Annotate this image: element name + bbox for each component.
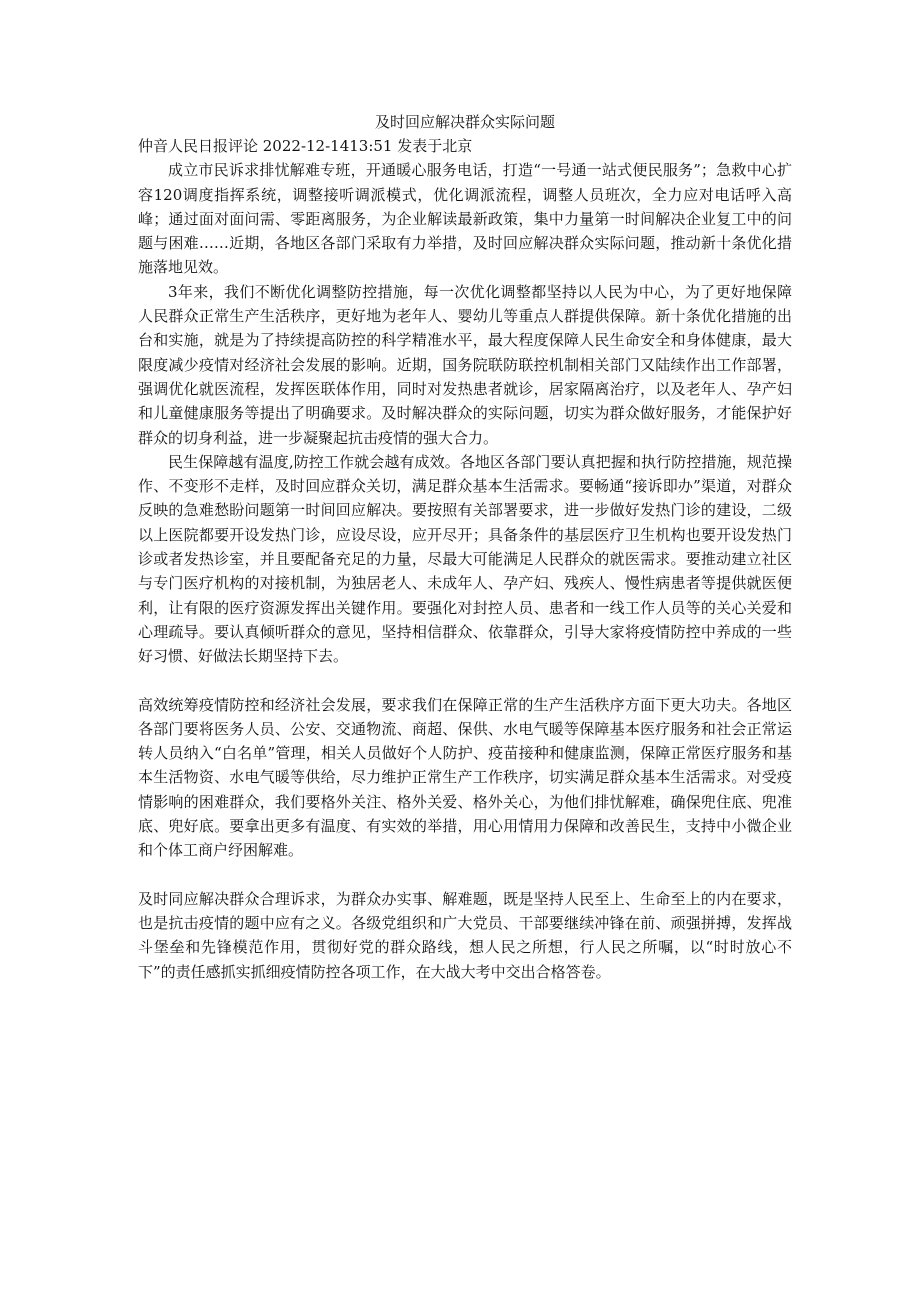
article-byline: 仲音人民日报评论 2022-12-1413:51 发表于北京 bbox=[138, 137, 473, 155]
paragraph-spacer bbox=[138, 669, 792, 693]
paragraph-3: 民生保障越有温度,防控工作就会越有成效。各地区各部门要认真把握和执行防控措施，规范操作、不变形不走样，及时回应群众关切，满足群众基本生活需求。要畅通“接诉即办”渠道，对群众反映的急难愁盼问题第一时间回应解决。要按照有关部署要求，进一步做好发热门诊的建设，二级以上医院都要开设发热门诊，应设尽设，应开尽开；具备条件的基层医疗卫生机构也要开设发热门诊或者发热诊室，并且要配备充足的力量，尽最大可能满足人民群众的就医需求。要推动建立社区与专门医疗机构的对接机制，为独居老人、未成年人、孕产妇、残疾人、慢性病患者等提供就医便利，让有限的医疗资源发挥出关键作用。要强化对封控人员、患者和一线工作人员等的关心关爱和心理疏导。要认真倾听群众的意见，坚持相信群众、依靠群众，引导大家将疫情防控中养成的一些好习惯、好做法长期坚持下去。 bbox=[138, 452, 792, 666]
paragraph-2: 3年来，我们不断优化调整防控措施，每一次优化调整都坚持以人民为中心，为了更好地保障人民群众正常生产生活秩序，更好地为老年人、婴幼儿等重点人群提供保障。新十条优化措施的出台和实施，就是为了持续提高防控的科学精准水平，最大程度保障人民生命安全和身体健康，最大限度减少疫情对经济社会发展的影响。近期，国务院联防联控机制相关部门又陆续作出工作部署，强调优化就医流程，发挥医联体作用，同时对发热患者就诊，居家隔离治疗，以及老年人、孕产妇和儿童健康服务等提出了明确要求。及时解决群众的实际问题，切实为群众做好服务，才能保护好群众的切身利益，进一步凝聚起抗击疫情的强大合力。 bbox=[138, 282, 792, 447]
paragraph-5: 及时同应解决群众合理诉求，为群众办实事、解难题，既是坚持人民至上、生命至上的内在要求，也是抗击疫情的题中应有之义。各级党组织和广大党员、干部要继续冲锋在前、顽强拼搏，发挥战斗堡垒和先锋模范作用，贯彻好党的群众路线，想人民之所想，行人民之所嘱，以“时时放心不下”的责任感抓实抓细疫情防控各项工作，在大战大考中交出合格答卷。 bbox=[138, 889, 792, 981]
article-title: 及时回应解决群众实际问题 bbox=[374, 113, 555, 131]
paragraph-1: 成立市民诉求排忧解难专班，开通暖心服务电话，打造“一号通一站式便民服务”；急救中心扩容120调度指挥系统，调整接听调派模式，优化调派流程，调整人员班次，全力应对电话呼入高峰；通过面对面问需、零距离服务，为企业解读最新政策，集中力量第一时间解决企业复工中的问题与困难……近期，各地区各部门采取有力举措，及时回应解决群众实际问题，推动新十条优化措施落地见效。 bbox=[138, 161, 792, 277]
paragraph-spacer bbox=[138, 863, 792, 887]
article-body bbox=[138, 110, 792, 984]
paragraph-4: 高效统筹疫情防控和经济社会发展，要求我们在保障正常的生产生活秩序方面下更大功夫。各地区各部门要将医务人员、公安、交通物流、商超、保供、水电气暖等保障基本医疗服务和社会正常运转人员纳入“白名单”管理，相关人员做好个人防护、疫苗接种和健康监测，保障正常医疗服务和基本生活物资、水电气暖等供给，尽力维护正常生产工作秩序，切实满足群众基本生活需求。对受疫情影响的困难群众，我们要格外关注、格外关爱、格外关心，为他们排忧解难，确保兜住底、兜准底、兜好底。要拿出更多有温度、有实效的举措，用心用情用力保障和改善民生，支持中小微企业和个体工商户纾困解难。 bbox=[138, 695, 792, 860]
